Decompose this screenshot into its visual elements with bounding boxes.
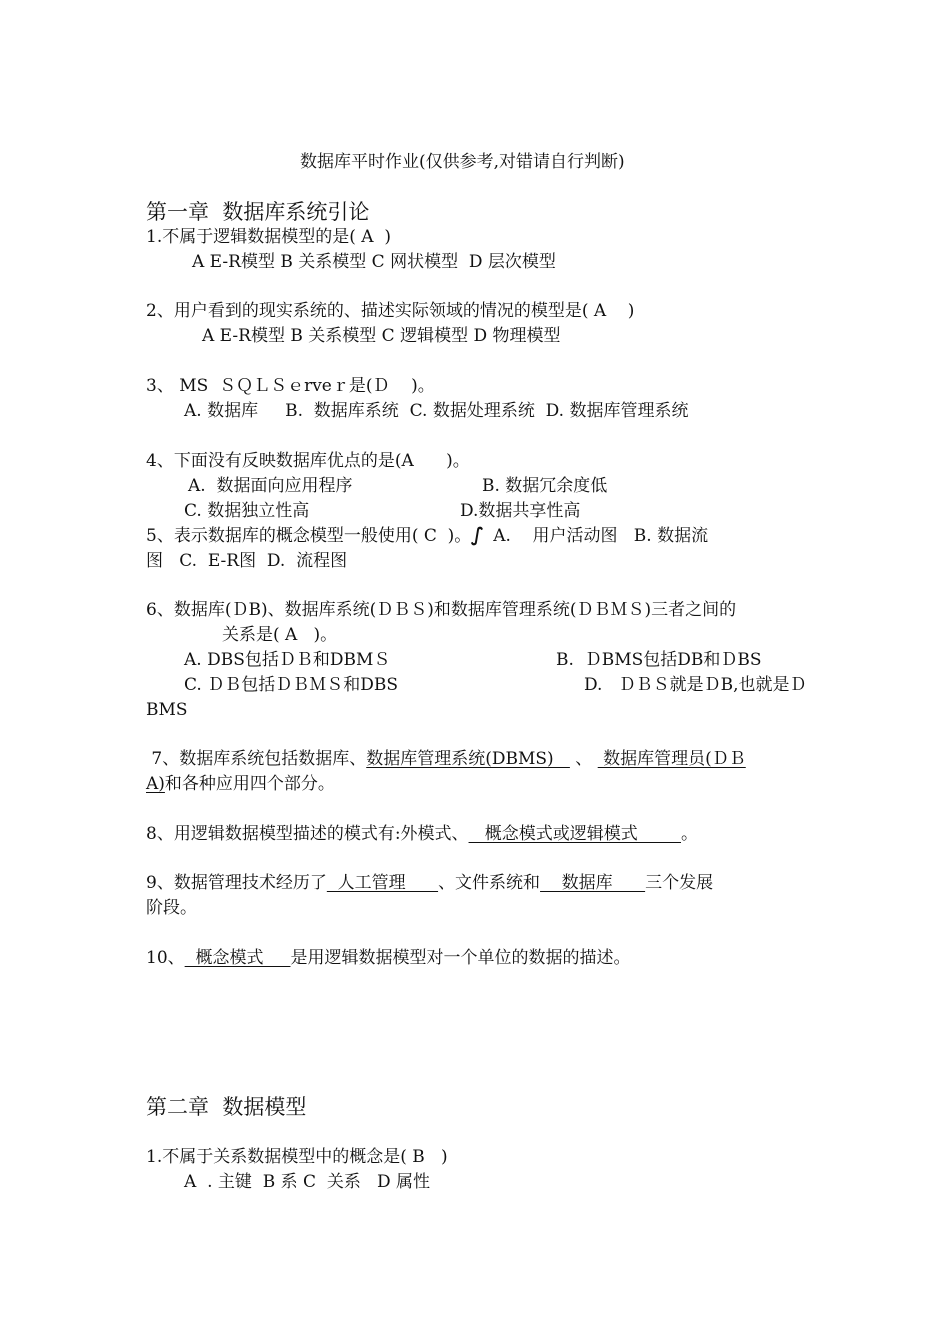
ch1-q8-suffix: 。 — [681, 824, 698, 844]
ch1-q7-line2 — [146, 773, 335, 795]
chapter-2-heading: 第二章 数据模型 — [146, 1095, 307, 1119]
ch1-q5-options: A. 用户活动图 B. 数据流 — [482, 526, 709, 546]
ch1-q2-options: A E-R模型 B 关系模型 C 逻辑模型 D 物理模型 — [202, 326, 561, 346]
ch1-q8-blank: 概念模式或逻辑模式 — [468, 824, 681, 844]
ch1-q5-line2: 图 C. E-R图 D. 流程图 — [146, 551, 348, 571]
ch1-q4-option-c: C. 数据独立性高 — [184, 501, 310, 521]
ch1-q10-suffix: 是用逻辑数据模型对一个单位的数据的描述。 — [290, 948, 631, 968]
ch1-q9-line1 — [146, 872, 713, 894]
ch1-q7-suffix: 和各种应用四个部分。 — [164, 774, 335, 794]
document-title: 数据库平时作业(仅供参考,对错请自行判断) — [300, 152, 625, 172]
ch1-q7-sep: 、 — [569, 749, 598, 769]
ch1-q8-prefix: 8、用逻辑数据模型描述的模式有:外模式、 — [146, 824, 469, 844]
ch1-q3-stem: 3、 MS ＳＱＬＳｅrveｒ是(Ｄ )。 — [146, 376, 435, 396]
ch1-q4-stem: 4、下面没有反映数据库优点的是(A )。 — [146, 451, 470, 471]
ch1-q6-option-a: A. DBS包括ＤＢ和DBMＳ — [184, 650, 391, 670]
ch1-q9-line2: 阶段。 — [146, 898, 197, 918]
ch1-q6-option-b: B. ＤBMS包括DB和ＤBS — [556, 650, 762, 670]
ch1-q7-blank-2: 数据库管理员(ＤＢ — [597, 749, 746, 769]
ch1-q7-prefix: 7、数据库系统包括数据库、 — [146, 749, 367, 769]
ch1-q5-symbol: ഽ — [471, 526, 483, 546]
ch1-q1-stem: 1.不属于逻辑数据模型的是( A ) — [146, 227, 391, 247]
ch1-q4-option-d: D.数据共享性高 — [460, 501, 581, 521]
ch1-q8 — [146, 823, 698, 845]
ch1-q4-option-a: A. 数据面向应用程序 — [188, 476, 353, 496]
ch1-q7-blank-2-cont: A) — [146, 774, 165, 794]
ch1-q9-blank-1: 人工管理 — [326, 873, 439, 893]
ch1-q5-line1 — [146, 525, 708, 547]
ch2-q1-stem: 1.不属于关系数据模型中的概念是( B ) — [146, 1147, 448, 1167]
ch1-q9-suffix: 三个发展 — [645, 873, 714, 893]
ch1-q9-blank-2: 数据库 — [540, 873, 646, 893]
ch1-q6-stem: 6、数据库(ＤB)、数据库系统(ＤＢＳ)和数据库管理系统(ＤＢＭＳ)三者之间的 — [146, 600, 737, 620]
ch1-q10-blank: 概念模式 — [184, 948, 291, 968]
ch1-q5-stem: 5、表示数据库的概念模型一般使用( C )。 — [146, 526, 472, 546]
ch1-q1-options: A E-R模型 B 关系模型 C 网状模型 D 层次模型 — [192, 252, 556, 272]
ch1-q3-options: A. 数据库 B. 数据库系统 C. 数据处理系统 D. 数据库管理系统 — [184, 401, 689, 421]
ch1-q6-option-c: C. ＤＢ包括ＤＢＭＳ和DBS — [184, 675, 398, 695]
ch1-q2-stem: 2、用户看到的现实系统的、描述实际领域的情况的模型是( A ) — [146, 301, 635, 321]
ch1-q6-option-d: D. ＤＢＳ就是ＤB,也就是Ｄ — [584, 675, 807, 695]
ch1-q6-stem-cont: 关系是( A )。 — [222, 625, 338, 645]
ch1-q7-line1 — [146, 748, 746, 770]
ch1-q6-option-d-cont: BMS — [146, 700, 188, 720]
chapter-1-heading: 第一章 数据库系统引论 — [146, 200, 370, 224]
ch1-q7-blank-1: 数据库管理系统(DBMS) — [366, 749, 570, 769]
ch1-q10-prefix: 10、 — [146, 948, 185, 968]
ch1-q10 — [146, 947, 630, 969]
ch2-q1-options: A . 主键 B 系 C 关系 D 属性 — [184, 1172, 431, 1192]
ch1-q9-mid: 、文件系统和 — [438, 873, 541, 893]
ch1-q4-option-b: B. 数据冗余度低 — [482, 476, 608, 496]
ch1-q9-prefix: 9、数据管理技术经历了 — [146, 873, 327, 893]
